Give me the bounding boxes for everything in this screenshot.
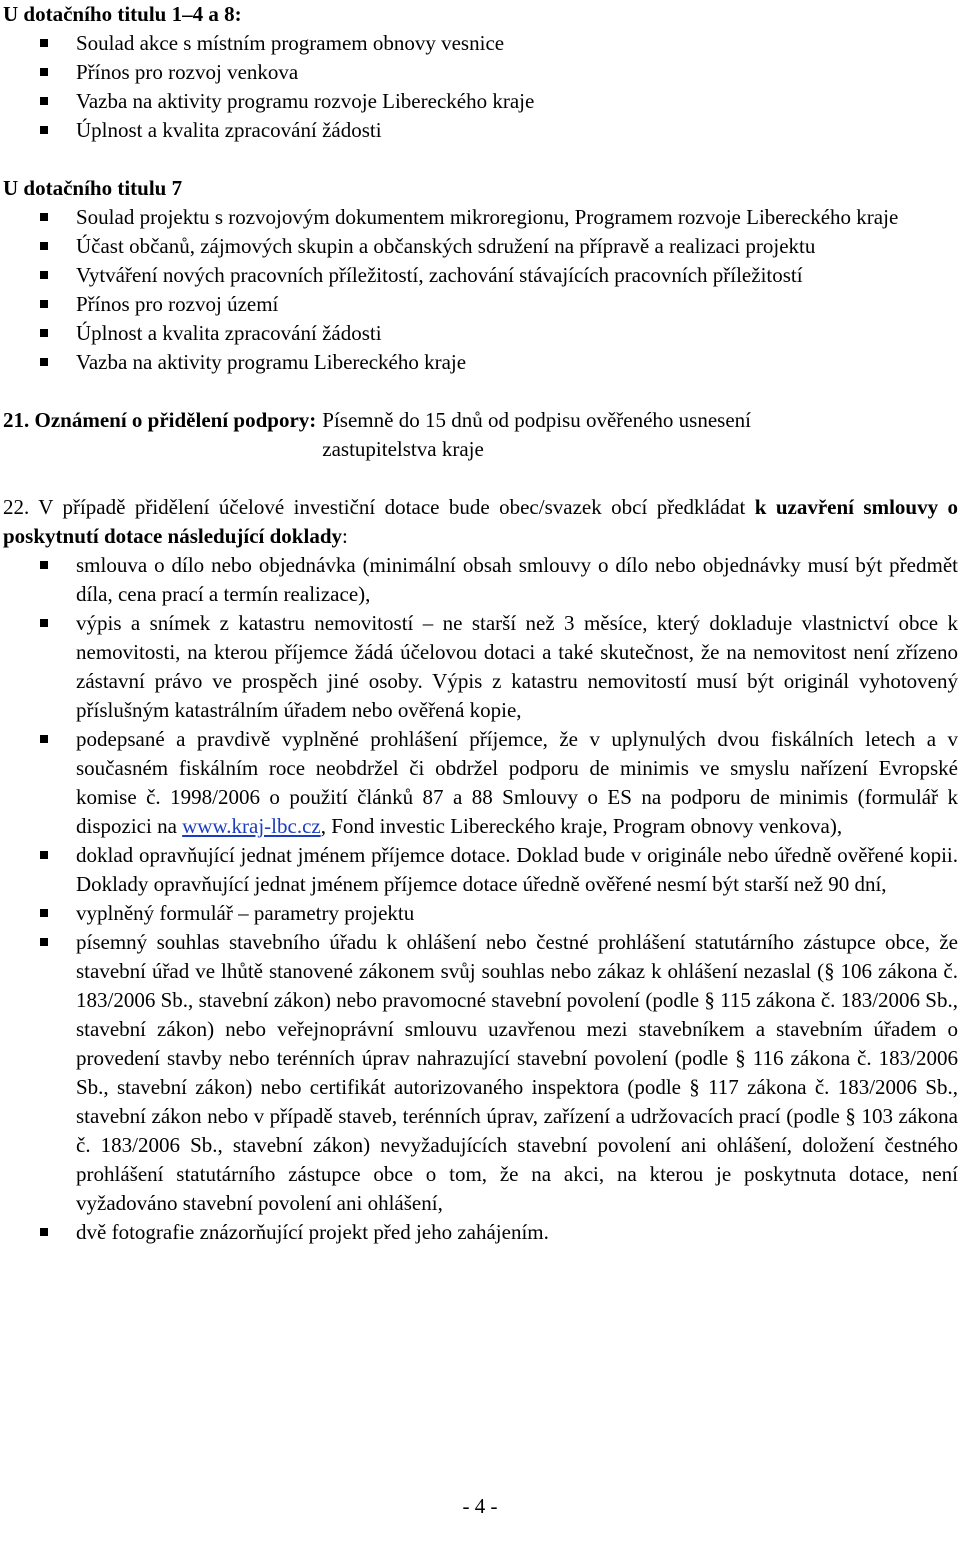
square-bullet-icon (40, 851, 48, 859)
square-bullet-icon (40, 358, 48, 366)
square-bullet-icon (40, 39, 48, 47)
kraj-lbc-link[interactable]: www.kraj-lbc.cz (182, 814, 321, 838)
square-bullet-icon (40, 938, 48, 946)
list-item: Vazba na aktivity programu Libereckého kraje (3, 348, 958, 377)
list-item: podepsané a pravdivě vyplněné prohlášení příjemce, že v uplynulých dvou fiskálních letech a v současném fiskálním roce neobdržel či obdržel podporu de minimis ve smyslu nařízení Evropské komise č. 1998/2006 o použití článků 87 a 88 Smlouvy o ES na podporu de minimis (formulář k dispozici na www.kraj-lbc.cz, Fond investic Libereckého kraje, Program obnovy venkova), (3, 725, 958, 841)
list-item: Úplnost a kvalita zpracování žádosti (3, 116, 958, 145)
item-21-notification (3, 406, 958, 464)
square-bullet-icon (40, 300, 48, 308)
square-bullet-icon (40, 329, 48, 337)
required-documents-list (3, 551, 958, 1247)
page-number: - 4 - (462, 1494, 498, 1518)
list-item: Přínos pro rozvoj území (3, 290, 958, 319)
list-item: doklad opravňující jednat jménem příjemce dotace. Doklad bude v originále nebo úředně ověřené kopii. Doklady opravňující jednat jménem příjemce dotace úředně ověřené nesmí být starší než 90 dní, (3, 841, 958, 899)
list-item: Účast občanů, zájmových skupin a občanských sdružení na přípravě a realizaci projektu (3, 232, 958, 261)
list-item: Soulad projektu s rozvojovým dokumentem mikroregionu, Programem rozvoje Libereckého kraje (3, 203, 958, 232)
square-bullet-icon (40, 561, 48, 569)
list-item: Přínos pro rozvoj venkova (3, 58, 958, 87)
square-bullet-icon (40, 1228, 48, 1236)
item-21-label: 21. Oznámení o přidělení podpory: (3, 408, 317, 432)
square-bullet-icon (40, 213, 48, 221)
document-page (3, 0, 958, 1247)
square-bullet-icon (40, 735, 48, 743)
section-heading-titles-1-4-8: U dotačního titulu 1–4 a 8: (3, 2, 242, 26)
square-bullet-icon (40, 242, 48, 250)
item-21-value: Písemně do 15 dnů od podpisu ověřeného usnesení zastupitelstva kraje (322, 408, 751, 461)
criteria-list-titles-1-4-8 (3, 29, 958, 145)
list-item: Úplnost a kvalita zpracování žádosti (3, 319, 958, 348)
list-item: smlouva o dílo nebo objednávka (minimální obsah smlouvy o dílo nebo objednávky musí být předmět díla, cena prací a termín realizace), (3, 551, 958, 609)
square-bullet-icon (40, 97, 48, 105)
square-bullet-icon (40, 68, 48, 76)
list-item: Vytváření nových pracovních příležitostí, zachování stávajících pracovních příležitostí (3, 261, 958, 290)
list-item: Vazba na aktivity programu rozvoje Libereckého kraje (3, 87, 958, 116)
criteria-list-title-7 (3, 203, 958, 377)
square-bullet-icon (40, 619, 48, 627)
square-bullet-icon (40, 126, 48, 134)
list-item: písemný souhlas stavebního úřadu k ohlášení nebo čestné prohlášení statutárního zástupce obce, že stavební úřad ve lhůtě stanovené zákonem svůj souhlas nebo zákaz k ohlášení nezaslal (§ 106 zákona č. 183/2006 Sb., stavební zákon) nebo pravomocné stavební povolení (podle § 115 zákona č. 183/2006 Sb., stavební zákon) nebo veřejnoprávní smlouvu uzavřenou mezi stavebníkem a stavebním úřadem o provedení stavby nebo terénních úprav nahrazující stavební povolení (podle § 116 zákona č. 183/2006 Sb., stavební zákon) nebo certifikát autorizovaného inspektora (podle § 117 zákona č. 183/2006 Sb., stavební zákon nebo v případě staveb, terénních úprav, zařízení a udržovacích prací (podle § 103 zákona č. 183/2006 Sb., stavební zákon) nevyžadujících stavební povolení ani ohlášení, doložení čestného prohlášení statutárního zástupce obce o tom, že na akci, na kterou je poskytnuta dotace, není vyžadováno stavební povolení ani ohlášení, (3, 928, 958, 1218)
square-bullet-icon (40, 909, 48, 917)
section-heading-title-7: U dotačního titulu 7 (3, 176, 183, 200)
item-22-intro: 22. V případě přidělení účelové investiční dotace bude obec/svazek obcí předkládat k uzavření smlouvy o poskytnutí dotace následující doklady: (3, 495, 959, 548)
list-item: vyplněný formulář – parametry projektu (3, 899, 958, 928)
list-item: dvě fotografie znázorňující projekt před jeho zahájením. (3, 1218, 958, 1247)
list-item: výpis a snímek z katastru nemovitostí – ne starší než 3 měsíce, který dokladuje vlastnictví obce k nemovitosti, na kterou příjemce žádá účelovou dotaci a také skutečnost, že na nemovitost není zřízeno zástavní právo ve prospěch jiné osoby. Výpis z katastru nemovitostí musí být originál vyhotovený příslušným katastrálním úřadem nebo ověřená kopie, (3, 609, 958, 725)
square-bullet-icon (40, 271, 48, 279)
list-item: Soulad akce s místním programem obnovy vesnice (3, 29, 958, 58)
